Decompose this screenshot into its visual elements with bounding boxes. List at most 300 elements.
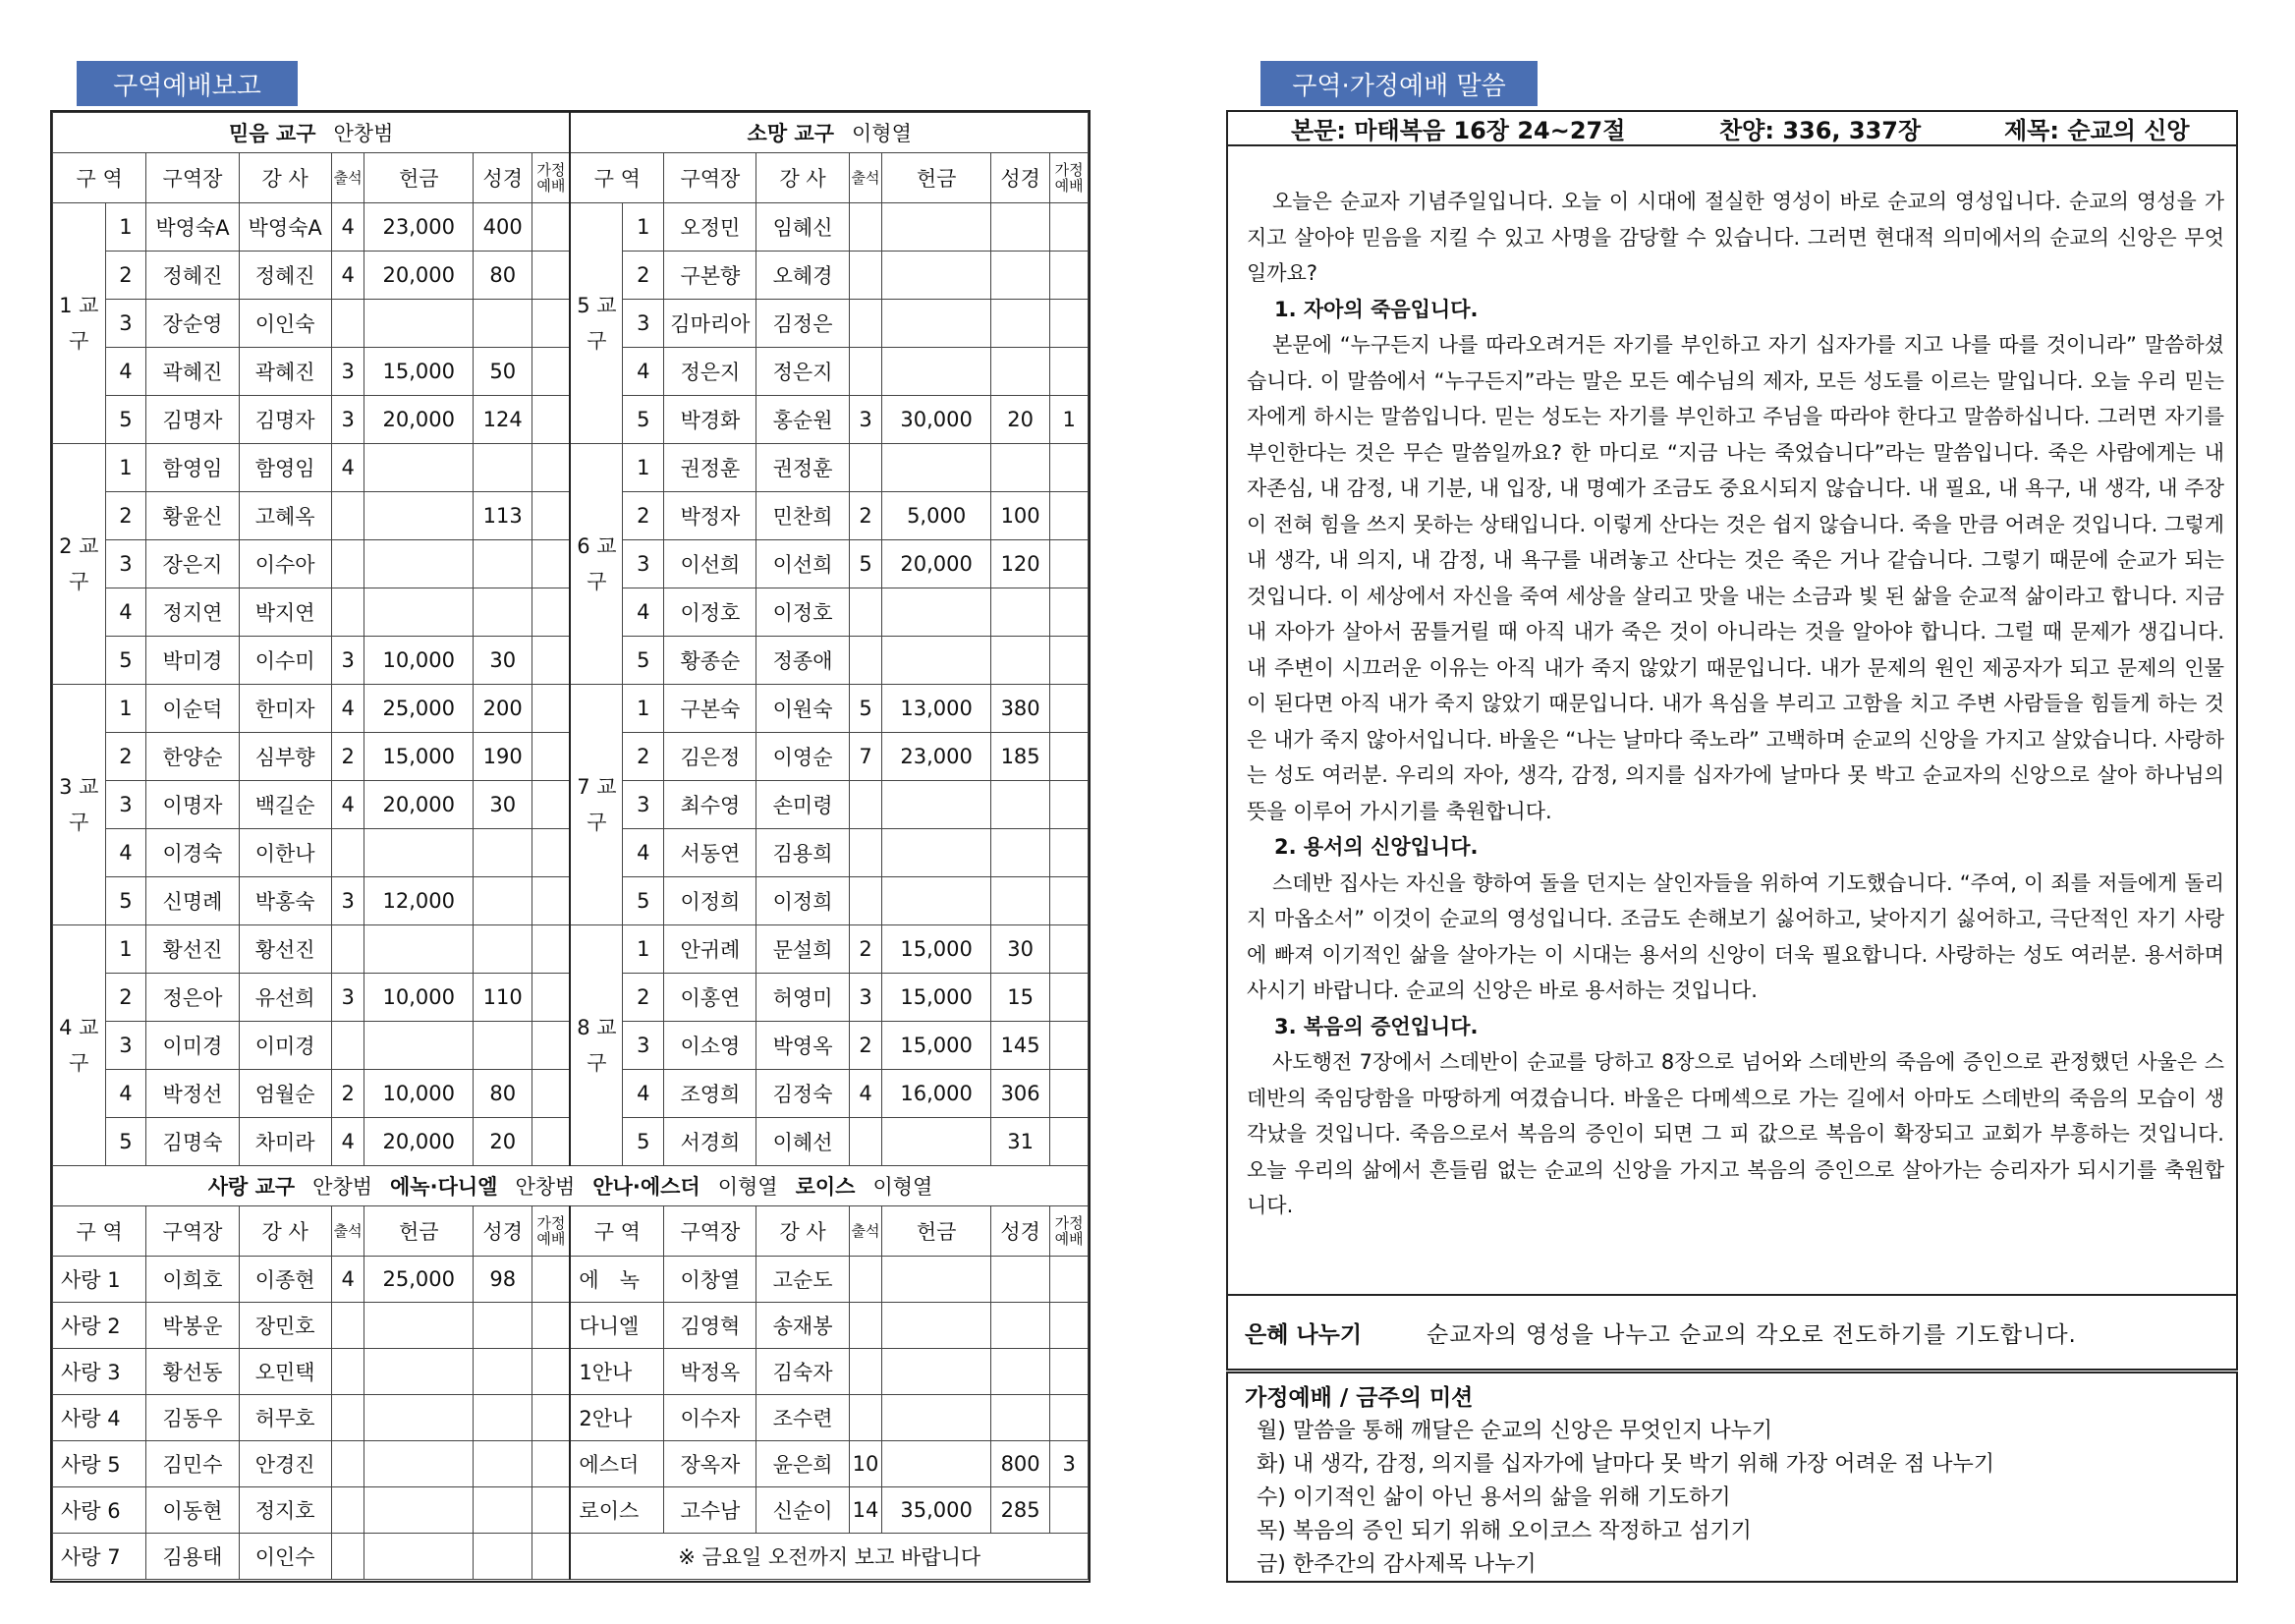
cell-offering: [364, 1534, 473, 1580]
cell-home: [532, 1303, 570, 1349]
table-row: [53, 1349, 1089, 1395]
cell-home: [532, 1395, 570, 1441]
col-header: 구역장: [146, 153, 239, 203]
cell-teacher: 이선희: [756, 540, 849, 588]
col-header: 구역장: [146, 1206, 239, 1257]
grace-label: 은혜 나누기: [1245, 1321, 1363, 1348]
cell-offering: [364, 1487, 473, 1534]
cell-bible: 15: [990, 974, 1049, 1022]
col-header: 강 사: [239, 1206, 331, 1257]
report-deadline-note: ※ 금요일 오전까지 보고 바랍니다: [570, 1534, 1088, 1580]
cell-bible: 80: [473, 252, 532, 300]
cell-head: 황종순: [664, 637, 756, 685]
cell-teacher: 황선진: [239, 925, 331, 974]
cell-bible: [990, 444, 1049, 492]
cell-head: 정지연: [146, 588, 239, 637]
cell-home: [1050, 444, 1089, 492]
report-badge: 구역예배보고: [77, 61, 298, 106]
cell-att: 3: [331, 637, 364, 685]
cell-teacher: 윤은희: [756, 1441, 849, 1487]
col-header: 헌금: [364, 1206, 473, 1257]
table-row: [53, 444, 1089, 492]
cell-offering: [882, 300, 990, 348]
cell-home: [532, 300, 570, 348]
cell-offering: 10,000: [364, 1070, 473, 1118]
cell-home: [532, 974, 570, 1022]
cell-offering: 13,000: [882, 685, 990, 733]
cell-teacher: 이종현: [239, 1257, 331, 1303]
cell-att: [331, 1022, 364, 1070]
cell-offering: [882, 252, 990, 300]
cell-head: 고수남: [664, 1487, 756, 1534]
cell-home: [532, 1257, 570, 1303]
cell-head: 박봉운: [146, 1303, 239, 1349]
cell-offering: [364, 925, 473, 974]
col-header: 출석: [849, 153, 882, 203]
cell-offering: 10,000: [364, 974, 473, 1022]
cell-teacher: 이수미: [239, 637, 331, 685]
cell-home: [1050, 733, 1089, 781]
row-number: 2: [623, 974, 664, 1022]
group-name: 소망 교구: [747, 122, 834, 145]
cell-head: 김은정: [664, 733, 756, 781]
row-number: 3: [623, 1022, 664, 1070]
cell-head: 이명자: [146, 781, 239, 829]
cell-bible: [473, 1441, 532, 1487]
cell-bible: [990, 588, 1049, 637]
cell-offering: 23,000: [364, 203, 473, 252]
cell-home: [532, 685, 570, 733]
cell-head: 곽혜진: [146, 348, 239, 396]
cell-offering: [882, 444, 990, 492]
row-number: 2: [105, 974, 146, 1022]
cell-bible: 30: [990, 925, 1049, 974]
cell-bible: 110: [473, 974, 532, 1022]
cell-head: 박정선: [146, 1070, 239, 1118]
cell-bible: [473, 829, 532, 877]
cell-head: 이창열: [664, 1257, 756, 1303]
zone-label: 6 교 구: [570, 444, 623, 685]
cell-teacher: 이수아: [239, 540, 331, 588]
cell-home: [1050, 685, 1089, 733]
cell-offering: 16,000: [882, 1070, 990, 1118]
cell-home: [532, 444, 570, 492]
cell-teacher: 이정희: [756, 877, 849, 925]
cell-home: [1050, 925, 1089, 974]
cell-bible: [473, 1534, 532, 1580]
zone-label: 8 교 구: [570, 925, 623, 1166]
cell-head: 구본향: [664, 252, 756, 300]
cell-home: [532, 1118, 570, 1166]
cell-home: [532, 252, 570, 300]
cell-home: [1050, 1487, 1089, 1534]
cell-offering: [882, 1441, 990, 1487]
cell-head: 장순영: [146, 300, 239, 348]
cell-att: 10: [849, 1441, 882, 1487]
cell-offering: 25,000: [364, 685, 473, 733]
cell-home: [532, 540, 570, 588]
cell-head: 이홍연: [664, 974, 756, 1022]
cell-bible: [990, 1395, 1049, 1441]
cell-att: 3: [331, 396, 364, 444]
grace-text: 순교자의 영성을 나누고 순교의 각오로 전도하기를 기도합니다.: [1427, 1321, 2077, 1348]
cell-head: 이수자: [664, 1395, 756, 1441]
row-number: 1: [105, 444, 146, 492]
cell-att: 5: [849, 540, 882, 588]
cell-home: [532, 1487, 570, 1534]
zone-label: 사랑 6: [53, 1487, 146, 1534]
col-header: 헌금: [364, 153, 473, 203]
table-row: [53, 1395, 1089, 1441]
cell-offering: [364, 300, 473, 348]
cell-head: 이선희: [664, 540, 756, 588]
cell-head: 이경숙: [146, 829, 239, 877]
cell-bible: [990, 877, 1049, 925]
group-name: 에녹·다니엘: [390, 1175, 498, 1199]
row-number: 2: [105, 252, 146, 300]
cell-att: [849, 300, 882, 348]
cell-home: [1050, 1022, 1089, 1070]
cell-offering: 10,000: [364, 637, 473, 685]
cell-home: [532, 396, 570, 444]
cell-head: 이미경: [146, 1022, 239, 1070]
row-number: 3: [105, 540, 146, 588]
row-number: 1: [105, 203, 146, 252]
cell-att: [331, 829, 364, 877]
cell-head: 박미경: [146, 637, 239, 685]
cell-offering: 15,000: [882, 974, 990, 1022]
cell-att: [849, 1257, 882, 1303]
row-number: 5: [623, 637, 664, 685]
cell-home: [532, 492, 570, 540]
cell-offering: [364, 1022, 473, 1070]
cell-bible: [473, 1395, 532, 1441]
row-number: 2: [623, 492, 664, 540]
cell-bible: 185: [990, 733, 1049, 781]
cell-teacher: 이인숙: [239, 300, 331, 348]
cell-offering: 23,000: [882, 733, 990, 781]
cell-bible: 80: [473, 1070, 532, 1118]
cell-teacher: 정은지: [756, 348, 849, 396]
zone-label: 에 녹: [570, 1257, 663, 1303]
cell-bible: 306: [990, 1070, 1049, 1118]
cell-teacher: 함영임: [239, 444, 331, 492]
cell-home: [532, 781, 570, 829]
cell-att: [331, 1534, 364, 1580]
cell-offering: [364, 492, 473, 540]
section-3-body: 사도행전 7장에서 스데반이 순교를 당하고 8장으로 넘어와 스데반의 죽음에 증인으로 관정했던 사울은 스데반의 죽임당함을 마땅하게 여겼습니다. 바울은 다메섹으로 가는 길에서 아마도 스데반의 죽음의 모습이 생각났을 것입니다. 죽음으로서 복음의 증인이 되면 그 피 값으로 복음이 확장되고 교회가 부흥하는 것입니다. 오늘 우리의 삶에서 흔들림 없는 순교의 신앙을 가지고 복음의 증인으로 살아가는 승리자가 되시기를 축원합니다.: [1247, 1050, 2224, 1217]
sermon-title: 제목: 순교의 신앙: [2004, 117, 2190, 144]
cell-offering: [882, 1257, 990, 1303]
cell-teacher: 심부향: [239, 733, 331, 781]
row-number: 5: [105, 877, 146, 925]
mission-item: 목) 복음의 증인 되기 위해 오이코스 작정하고 섬기기: [1257, 1519, 1752, 1543]
cell-home: [532, 1441, 570, 1487]
row-number: 1: [623, 685, 664, 733]
cell-offering: [882, 1349, 990, 1395]
cell-offering: 20,000: [882, 540, 990, 588]
cell-att: 3: [331, 877, 364, 925]
cell-att: [849, 1303, 882, 1349]
col-header: 헌금: [882, 1206, 990, 1257]
cell-head: 이정희: [664, 877, 756, 925]
zone-label: 사랑 2: [53, 1303, 146, 1349]
cell-head: 이소영: [664, 1022, 756, 1070]
cell-att: 4: [849, 1070, 882, 1118]
zone-label: 4 교 구: [53, 925, 106, 1166]
cell-att: 2: [849, 1022, 882, 1070]
cell-head: 황선동: [146, 1349, 239, 1395]
cell-att: [849, 1349, 882, 1395]
cell-home: [1050, 829, 1089, 877]
cell-head: 신명례: [146, 877, 239, 925]
cell-home: [1050, 877, 1089, 925]
row-number: 3: [105, 781, 146, 829]
cell-bible: [990, 252, 1049, 300]
cell-offering: [882, 588, 990, 637]
cell-bible: 145: [990, 1022, 1049, 1070]
cell-att: 3: [331, 348, 364, 396]
cell-bible: 100: [990, 492, 1049, 540]
cell-bible: 113: [473, 492, 532, 540]
cell-teacher: 엄월순: [239, 1070, 331, 1118]
cell-offering: 15,000: [364, 348, 473, 396]
mission-item: 금) 한주간의 감사제목 나누기: [1257, 1552, 1537, 1577]
cell-att: [331, 925, 364, 974]
cell-head: 박정자: [664, 492, 756, 540]
cell-teacher: 백길순: [239, 781, 331, 829]
group-leader: 이형열: [852, 122, 912, 145]
cell-head: 한양순: [146, 733, 239, 781]
report-table: [50, 110, 1091, 1583]
sermon-body: [1226, 144, 2238, 1296]
cell-teacher: 손미령: [756, 781, 849, 829]
section-1-body: 본문에 “누구든지 나를 따라오려거든 자기를 부인하고 자기 십자가를 지고 나를 따를 것이니라” 말씀하셨습니다. 이 말씀에서 “누구든지”라는 말은 모든 예수님의 제자, 모든 성도를 이르는 말입니다. 오늘 우리 믿는 자에게 하시는 말씀입니다. 믿는 성도는 자기를 부인하고 주님을 따라야 한다고 말씀하십니다. 그러면 자기를 부인한다는 것은 무슨 말씀일까요? 한 마디로 “지금 나는 죽었습니다”라는 말씀입니다. 죽은 사람에게는 내 자존심, 내 감정, 내 기분, 내 입장, 내 명예가 조금도 중요시되지 않습니다. 내 필요, 내 욕구, 내 생각, 내 주장이 전혀 힘을 쓰지 못하는 상태입니다. 이렇게 산다는 것은 쉽지 않습니다. 죽을 만큼 어려운 것입니다. 그렇게 내 생각, 내 의지, 내 감정, 내 욕구를 내려놓고 산다는 것은 죽은 거나 같습니다. 그렇기 때문에 순교가 되는 것입니다. 이 세상에서 자신을 죽여 세상을 살리고 맛을 내는 소금과 빛 된 삶을 순교적 삶이라고 합니다. 지금 내 자아가 살아서 꿈틀거릴 때 아직 내가 죽은 것이 아니라는 것을 알아야 합니다. 그럴 때 문제가 생깁니다. 내 주변이 시끄러운 이유는 아직 내가 죽지 않았기 때문입니다. 내가 문제의 원인 제공자가 되고 문제의 인물이 된다면 아직 내가 죽지 않았기 때문입니다. 내가 욕심을 부리고 고함을 치고 주변 사람들을 힘들게 하는 것은 내가 죽지 않아서입니다. 바울은 “나는 날마다 죽노라” 고백하며 순교의 신앙을 가지고 살았습니다. 사랑하는 성도 여러분. 우리의 자아, 생각, 감정, 의지를 십자가에 날마다 못 박고 순교자의 신앙으로 살아 하나님의 뜻을 이루어 가시기를 축원합니다.: [1247, 333, 2224, 823]
cell-att: 2: [331, 1070, 364, 1118]
cell-teacher: 민찬희: [756, 492, 849, 540]
cell-bible: 285: [990, 1487, 1049, 1534]
cell-home: [532, 637, 570, 685]
cell-home: [1050, 348, 1089, 396]
cell-bible: [473, 588, 532, 637]
zone-label: 로이스: [570, 1487, 663, 1534]
cell-teacher: 이원숙: [756, 685, 849, 733]
cell-att: [849, 637, 882, 685]
cell-teacher: 허영미: [756, 974, 849, 1022]
cell-home: [1050, 203, 1089, 252]
cell-teacher: 이인수: [239, 1534, 331, 1580]
zone-label: 사랑 7: [53, 1534, 146, 1580]
group-leader: 안창범: [515, 1175, 576, 1199]
zone-label: 7 교 구: [570, 685, 623, 925]
sermon-badge: 구역·가정예배 말씀: [1260, 61, 1538, 106]
cell-offering: 5,000: [882, 492, 990, 540]
table-row: [53, 685, 1089, 733]
cell-att: 4: [331, 252, 364, 300]
cell-bible: 190: [473, 733, 532, 781]
cell-home: 1: [1050, 396, 1089, 444]
zone-label: 5 교 구: [570, 203, 623, 444]
cell-head: 조영희: [664, 1070, 756, 1118]
cell-home: [1050, 540, 1089, 588]
cell-head: 김민수: [146, 1441, 239, 1487]
cell-offering: [364, 1395, 473, 1441]
cell-offering: [364, 829, 473, 877]
group-name: 믿음 교구: [229, 122, 316, 145]
col-header: 가정예배: [1050, 1206, 1089, 1257]
group-leader: 이형열: [717, 1175, 778, 1199]
cell-home: [1050, 300, 1089, 348]
cell-bible: [473, 1487, 532, 1534]
sermon-header: [1226, 110, 2238, 146]
cell-bible: 30: [473, 781, 532, 829]
cell-att: [849, 203, 882, 252]
cell-teacher: 정종애: [756, 637, 849, 685]
cell-bible: 98: [473, 1257, 532, 1303]
cell-att: [849, 348, 882, 396]
cell-home: [532, 1349, 570, 1395]
cell-bible: [990, 203, 1049, 252]
cell-offering: [882, 203, 990, 252]
col-header: 강 사: [756, 153, 849, 203]
row-number: 3: [623, 540, 664, 588]
cell-offering: [882, 877, 990, 925]
group-header-somang: [570, 113, 1088, 153]
row-number: 4: [623, 348, 664, 396]
cell-head: 이희호: [146, 1257, 239, 1303]
cell-offering: 20,000: [364, 252, 473, 300]
col-header: 성경: [473, 1206, 532, 1257]
cell-offering: 20,000: [364, 396, 473, 444]
table-row: [53, 203, 1089, 252]
cell-att: [849, 877, 882, 925]
cell-att: [849, 1395, 882, 1441]
zone-label: 3 교 구: [53, 685, 106, 925]
mission-item: 화) 내 생각, 감정, 의지를 십자가에 날마다 못 박기 위해 가장 어려운 점 나누기: [1257, 1452, 1995, 1477]
cell-att: [331, 300, 364, 348]
cell-head: 최수영: [664, 781, 756, 829]
cell-head: 정은지: [664, 348, 756, 396]
col-header-zone: 구 역: [53, 1206, 146, 1257]
zone-label: 2안나: [570, 1395, 663, 1441]
cell-offering: [364, 444, 473, 492]
cell-bible: 20: [990, 396, 1049, 444]
cell-teacher: 장민호: [239, 1303, 331, 1349]
cell-offering: 15,000: [882, 925, 990, 974]
cell-bible: 200: [473, 685, 532, 733]
group-header-sarang: [53, 1166, 1089, 1206]
grace-sharing: [1226, 1294, 2238, 1371]
cell-teacher: 박홍숙: [239, 877, 331, 925]
col-header: 성경: [990, 153, 1049, 203]
cell-head: 김동우: [146, 1395, 239, 1441]
row-number: 4: [105, 348, 146, 396]
section-2-body: 스데반 집사는 자신을 향하여 돌을 던지는 살인자들을 위하여 기도했습니다. “주여, 이 죄를 저들에게 돌리지 마옵소서” 이것이 순교의 영성입니다. 조금도 손해보기 싫어하고, 낮아지기 싫어하고, 극단적인 자기 사랑에 빠져 이기적인 삶을 살아가는 이 시대는 용서의 신앙이 더욱 필요합니다. 사랑하는 성도 여러분. 용서하며 사시기 바랍니다. 순교의 신앙은 바로 용서하는 것입니다.: [1247, 870, 2224, 1002]
cell-teacher: 이정호: [756, 588, 849, 637]
cell-offering: [882, 637, 990, 685]
cell-teacher: 김숙자: [756, 1349, 849, 1395]
group-name: 사랑 교구: [207, 1175, 296, 1199]
col-header-zone: 구 역: [570, 153, 663, 203]
table-row: [53, 1257, 1089, 1303]
cell-att: 7: [849, 733, 882, 781]
cell-offering: [882, 1303, 990, 1349]
section-1-title: 1. 자아의 죽음입니다.: [1274, 297, 1479, 321]
col-header: 출석: [849, 1206, 882, 1257]
col-header: 가정예배: [1050, 153, 1089, 203]
cell-bible: 50: [473, 348, 532, 396]
col-header: 출석: [331, 153, 364, 203]
cell-home: [532, 348, 570, 396]
col-header: 가정예배: [532, 153, 570, 203]
cell-teacher: 권정훈: [756, 444, 849, 492]
cell-att: [849, 588, 882, 637]
cell-head: 박경화: [664, 396, 756, 444]
cell-att: 4: [331, 203, 364, 252]
cell-att: 2: [331, 733, 364, 781]
cell-att: 4: [331, 1257, 364, 1303]
cell-head: 장옥자: [664, 1441, 756, 1487]
row-number: 4: [105, 1070, 146, 1118]
row-number: 5: [105, 637, 146, 685]
cell-teacher: 임혜신: [756, 203, 849, 252]
col-header: 강 사: [756, 1206, 849, 1257]
cell-head: 황윤신: [146, 492, 239, 540]
cell-att: [849, 444, 882, 492]
cell-home: [1050, 974, 1089, 1022]
zone-label: 2 교 구: [53, 444, 106, 685]
row-number: 4: [623, 829, 664, 877]
col-header: 구역장: [664, 153, 756, 203]
row-number: 4: [105, 588, 146, 637]
table-row: [53, 1487, 1089, 1534]
cell-teacher: 정혜진: [239, 252, 331, 300]
cell-bible: [990, 1257, 1049, 1303]
row-number: 3: [623, 781, 664, 829]
table-row: [53, 1534, 1089, 1580]
group-name: 안나·에스더: [592, 1175, 700, 1199]
cell-teacher: 곽혜진: [239, 348, 331, 396]
cell-teacher: 박지연: [239, 588, 331, 637]
cell-head: 황선진: [146, 925, 239, 974]
cell-bible: [473, 877, 532, 925]
cell-head: 김명자: [146, 396, 239, 444]
cell-home: [532, 877, 570, 925]
weekly-mission: [1226, 1372, 2238, 1583]
cell-head: 함영임: [146, 444, 239, 492]
cell-offering: 15,000: [882, 1022, 990, 1070]
group-leader: 안창범: [333, 122, 394, 145]
cell-bible: [473, 925, 532, 974]
cell-offering: 25,000: [364, 1257, 473, 1303]
hymn: 찬양: 336, 337장: [1719, 117, 1922, 144]
zone-label: 다니엘: [570, 1303, 663, 1349]
cell-att: [849, 1118, 882, 1166]
cell-teacher: 허무호: [239, 1395, 331, 1441]
cell-bible: [473, 444, 532, 492]
zone-label: 사랑 4: [53, 1395, 146, 1441]
cell-att: 5: [849, 685, 882, 733]
cell-att: 4: [331, 444, 364, 492]
col-header: 구역장: [664, 1206, 756, 1257]
cell-bible: [473, 1349, 532, 1395]
col-header: 출석: [331, 1206, 364, 1257]
cell-bible: [473, 300, 532, 348]
cell-teacher: 고혜옥: [239, 492, 331, 540]
cell-teacher: 유선희: [239, 974, 331, 1022]
row-number: 2: [623, 733, 664, 781]
cell-offering: [882, 781, 990, 829]
